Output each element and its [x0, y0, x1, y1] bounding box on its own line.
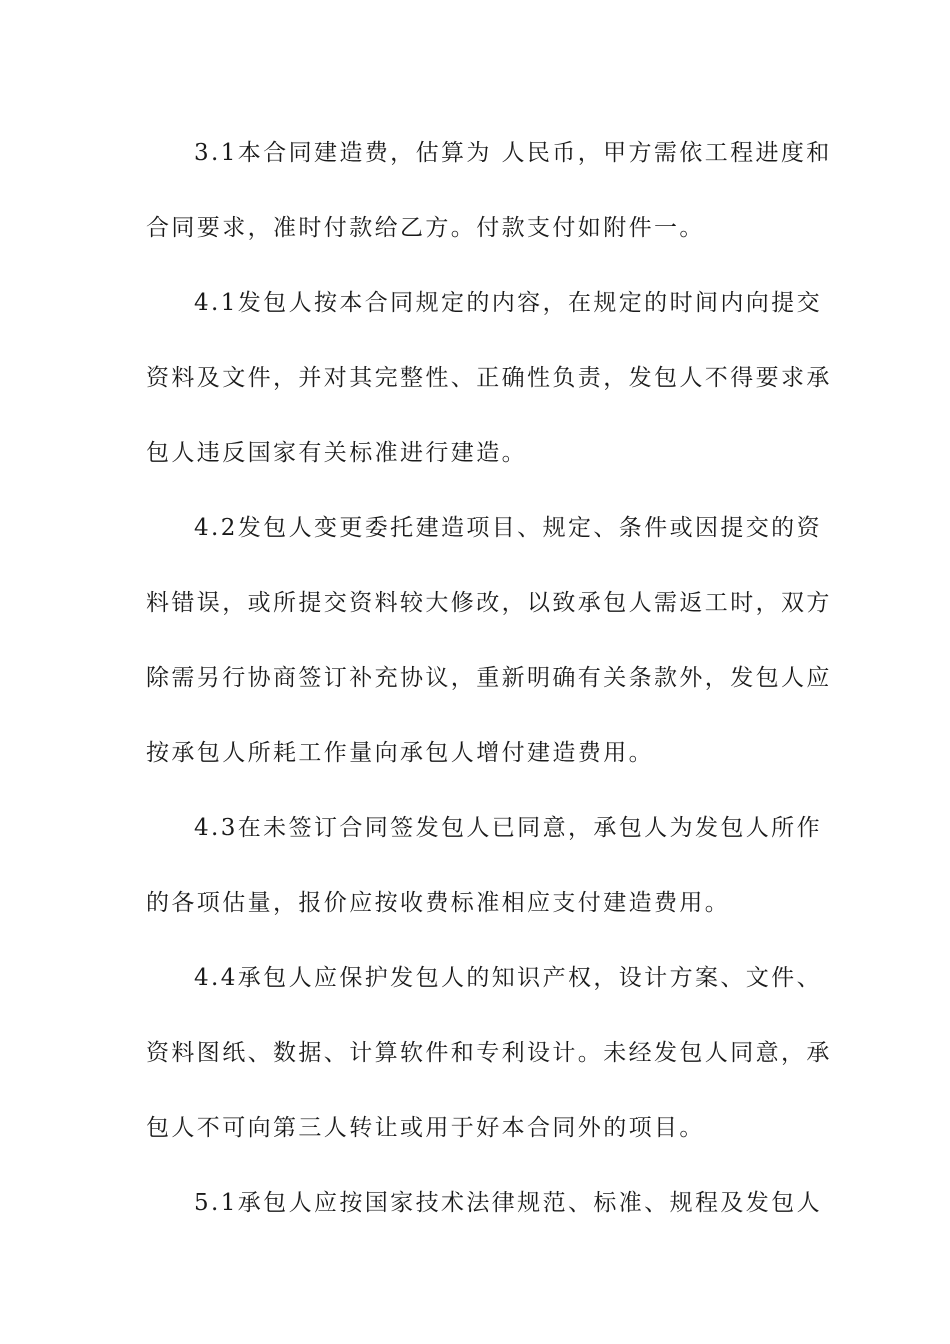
- paragraph-line: 资料图纸、数据、计算软件和专利设计。未经发包人同意，承: [146, 1040, 832, 1066]
- paragraph-line: 4.2发包人变更委托建造项目、规定、条件或因提交的资: [194, 515, 822, 541]
- clause-5-1: [146, 1180, 822, 1255]
- clause-3-1: [146, 130, 832, 280]
- paragraph-line: 按承包人所耗工作量向承包人增付建造费用。: [146, 740, 654, 766]
- paragraph-line: 合同要求，准时付款给乙方。付款支付如附件一。: [146, 215, 705, 241]
- clause-4-2: [146, 505, 832, 805]
- paragraph-line: 除需另行协商签订补充协议，重新明确有关条款外，发包人应: [146, 665, 832, 691]
- paragraph-line: 包人违反国家有关标准进行建造。: [146, 440, 527, 466]
- document-body: [146, 130, 832, 1255]
- paragraph-line: 包人不可向第三人转让或用于好本合同外的项目。: [146, 1115, 705, 1141]
- paragraph-line: 5.1承包人应按国家技术法律规范、标准、规程及发包人: [194, 1190, 822, 1216]
- paragraph-line: 4.3在未签订合同签发包人已同意，承包人为发包人所作: [194, 815, 822, 841]
- paragraph-line: 的各项估量，报价应按收费标准相应支付建造费用。: [146, 890, 731, 916]
- paragraph-line: 资料及文件，并对其完整性、正确性负责，发包人不得要求承: [146, 365, 832, 391]
- paragraph-line: 料错误，或所提交资料较大修改，以致承包人需返工时，双方: [146, 590, 832, 616]
- paragraph-line: 3.1本合同建造费，估算为 人民币，甲方需依工程进度和: [194, 140, 832, 166]
- clause-4-1: [146, 280, 832, 505]
- clause-4-3: [146, 805, 822, 955]
- paragraph-line: 4.4承包人应保护发包人的知识产权，设计方案、文件、: [194, 965, 822, 991]
- paragraph-line: 4.1发包人按本合同规定的内容，在规定的时间内向提交: [194, 290, 822, 316]
- clause-4-4: [146, 955, 832, 1180]
